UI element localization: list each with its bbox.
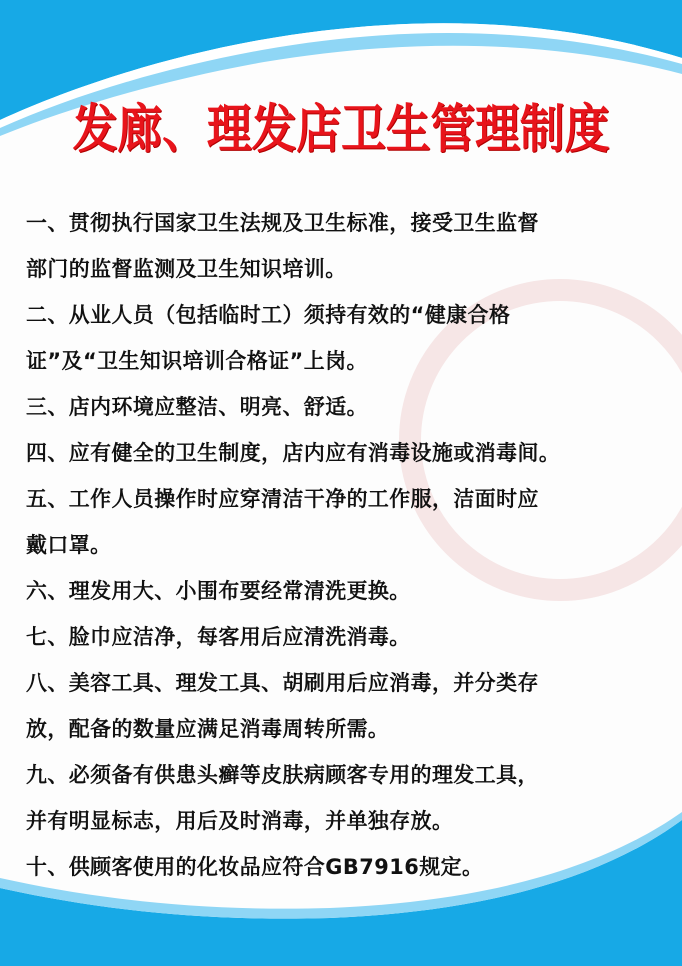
- rule-item: [26, 752, 666, 844]
- rules-list: [26, 200, 666, 890]
- rule-line: 一、贯彻执行国家卫生法规及卫生标准，接受卫生监督: [26, 211, 539, 235]
- rule-line: 三、店内环境应整洁、明亮、舒适。: [26, 395, 368, 419]
- rule-item: [26, 384, 666, 430]
- rule-item: [26, 568, 666, 614]
- rule-line: 八、美容工具、理发工具、胡刷用后应消毒，并分类存: [26, 671, 539, 695]
- rule-line: 九、必须备有供患头癣等皮肤病顾客专用的理发工具，: [26, 763, 539, 787]
- rule-line: 十、供顾客使用的化妆品应符合GB7916规定。: [26, 855, 484, 879]
- rule-line: 放，配备的数量应满足消毒周转所需。: [26, 717, 390, 741]
- rule-line: 证”及“卫生知识培训合格证”上岗。: [26, 349, 368, 373]
- rule-line: 四、应有健全的卫生制度，店内应有消毒设施或消毒间。: [26, 441, 561, 465]
- rule-line: 并有明显标志，用后及时消毒，并单独存放。: [26, 809, 454, 833]
- rule-line: 二、从业人员（包括临时工）须持有效的“健康合格: [26, 303, 511, 327]
- rule-item: [26, 200, 666, 292]
- rule-item: [26, 430, 666, 476]
- poster-title: 发廊、理发店卫生管理制度: [72, 100, 610, 160]
- rule-line: 五、工作人员操作时应穿清洁干净的工作服，洁面时应: [26, 487, 539, 511]
- rule-item: [26, 476, 666, 568]
- rule-item: [26, 614, 666, 660]
- rule-item: [26, 660, 666, 752]
- rule-item: [26, 292, 666, 384]
- rule-line: 七、脸巾应洁净，每客用后应清洗消毒。: [26, 625, 411, 649]
- rule-line: 部门的监督监测及卫生知识培训。: [26, 257, 347, 281]
- rule-line: 戴口罩。: [26, 533, 112, 557]
- rule-item: [26, 844, 666, 890]
- rule-line: 六、理发用大、小围布要经常清洗更换。: [26, 579, 411, 603]
